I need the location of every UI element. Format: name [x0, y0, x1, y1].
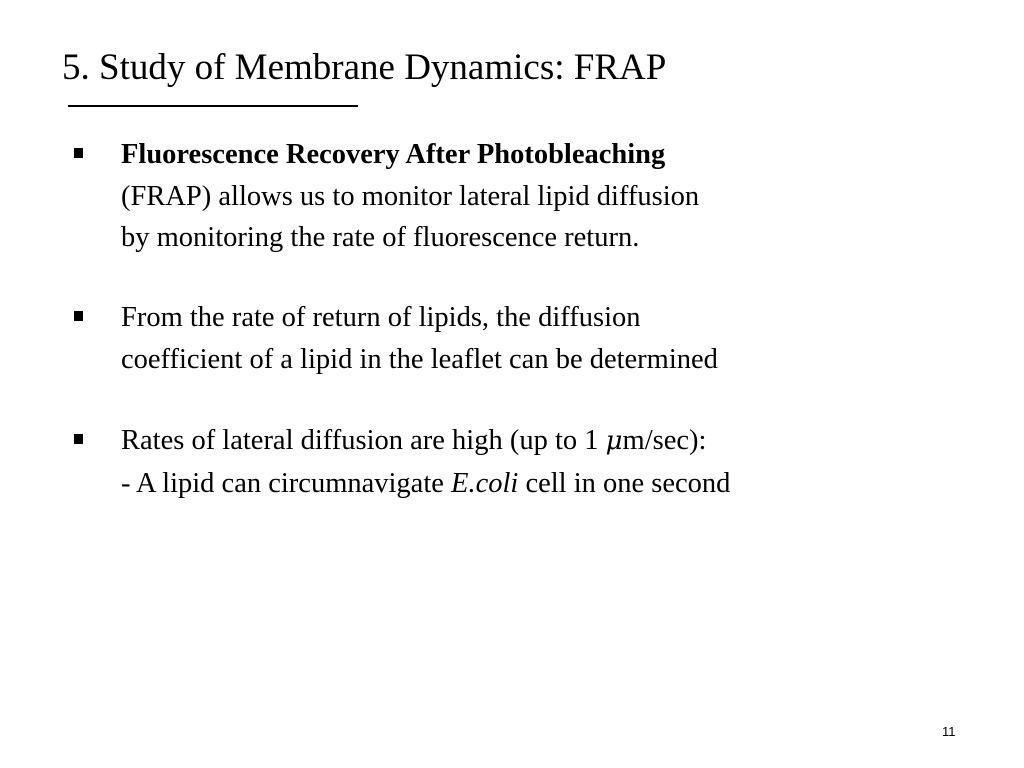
bullet-line: (FRAP) allows us to monitor lateral lipid diffusion	[121, 180, 700, 212]
square-bullet-icon	[74, 434, 83, 444]
organism-name: E.coli	[451, 467, 519, 499]
bullet-line: by monitoring the rate of fluorescence return.	[121, 222, 640, 253]
square-bullet-icon	[74, 311, 83, 321]
text-segment: m/sec):	[622, 425, 707, 456]
page-number: 11	[942, 724, 956, 739]
bullet-line-bold: Fluorescence Recovery After Photobleaching	[121, 139, 666, 170]
bullet-line	[121, 420, 730, 463]
micro-symbol: μ	[605, 426, 623, 456]
bullet-line: From the rate of return of lipids, the diffusion	[121, 302, 641, 333]
text-segment: cell in one second	[518, 467, 731, 499]
bullet-text	[121, 420, 730, 504]
bullet-line: coefficient of a lipid in the leaflet can be determined	[121, 343, 718, 375]
slide-title: 5. Study of Membrane Dynamics: FRAP	[62, 47, 667, 88]
text-segment: Rates of lateral diffusion are high (up to 1	[121, 425, 606, 456]
title-underline	[68, 105, 358, 107]
bullet-line	[121, 463, 730, 505]
bullet-text	[121, 297, 718, 380]
square-bullet-icon	[74, 148, 83, 158]
text-segment: - A lipid can circumnavigate	[121, 467, 452, 499]
bullet-text	[121, 134, 699, 259]
